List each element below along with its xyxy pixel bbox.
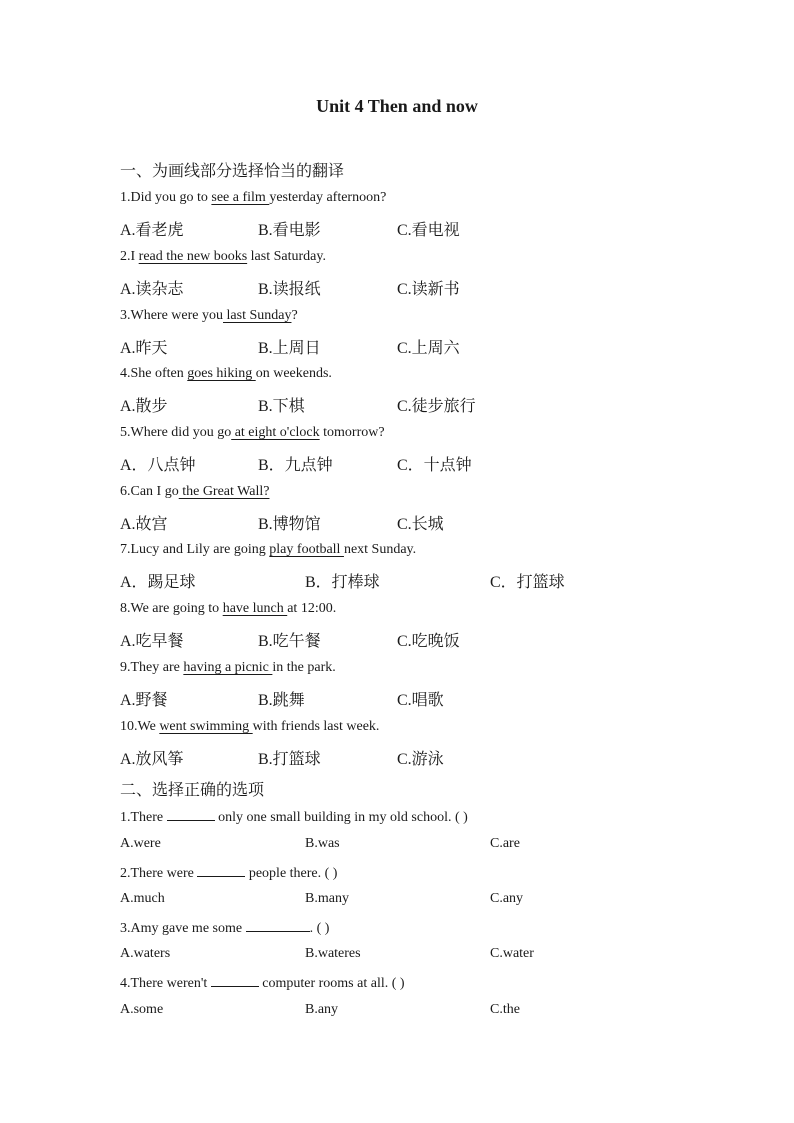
section1-question-1 xyxy=(120,190,386,206)
underlined-phrase: went swimming xyxy=(159,719,253,734)
question-text: 2.I xyxy=(120,249,139,264)
section1-question-10 xyxy=(120,719,379,735)
option-a[interactable]: A.吃早餐 xyxy=(120,633,184,650)
section2-question-1 xyxy=(120,808,468,826)
page-title: Unit 4 Then and now xyxy=(316,96,478,116)
option-a[interactable]: A．踢足球 xyxy=(120,574,196,591)
option-b[interactable]: B.打篮球 xyxy=(258,751,321,768)
question-text-end: last Saturday. xyxy=(247,249,326,264)
underlined-phrase: have lunch xyxy=(222,601,288,616)
section1-question-2 xyxy=(120,249,326,265)
section2-question-2 xyxy=(120,864,337,882)
question-text: 4.There weren't xyxy=(120,976,211,991)
section2-heading: 二、选择正确的选项 xyxy=(120,782,265,799)
section2-question-4 xyxy=(120,974,405,992)
answer-blank[interactable] xyxy=(197,864,245,877)
option-a[interactable]: A.野餐 xyxy=(120,692,168,709)
option-b[interactable]: B.was xyxy=(305,836,340,851)
question-text-end: people there. ( ) xyxy=(245,866,338,881)
option-c[interactable]: C.are xyxy=(490,836,520,851)
option-a[interactable]: A.were xyxy=(120,836,161,851)
underlined-phrase: last Sunday xyxy=(223,308,292,323)
option-c[interactable]: C．打篮球 xyxy=(490,574,565,591)
question-text: 7.Lucy and Lily are going xyxy=(120,542,270,557)
option-c[interactable]: C.徒步旅行 xyxy=(397,398,476,415)
question-text: 4.She often xyxy=(120,366,188,381)
option-a[interactable]: A.看老虎 xyxy=(120,222,184,239)
option-c[interactable]: C.长城 xyxy=(397,516,444,533)
option-c[interactable]: C.读新书 xyxy=(397,281,460,298)
option-b[interactable]: B．九点钟 xyxy=(258,457,333,474)
answer-blank[interactable] xyxy=(167,808,215,821)
question-text-end: with friends last week. xyxy=(252,719,380,734)
underlined-phrase: play football xyxy=(269,542,344,557)
section1-question-9 xyxy=(120,660,336,676)
underlined-phrase: read the new books xyxy=(138,249,248,264)
section2-question-3 xyxy=(120,919,329,937)
question-text-end: computer rooms at all. ( ) xyxy=(258,976,405,991)
question-text-end: ? xyxy=(291,308,298,323)
question-text-end: . ( ) xyxy=(309,921,330,936)
question-text-end: yesterday afternoon? xyxy=(269,190,387,205)
option-c[interactable]: C.上周六 xyxy=(397,340,460,357)
option-c[interactable]: C.游泳 xyxy=(397,751,444,768)
question-text-end: tomorrow? xyxy=(319,425,385,440)
section1-question-7 xyxy=(120,542,416,558)
answer-blank[interactable] xyxy=(211,974,259,987)
question-text-end: in the park. xyxy=(272,660,336,675)
section1-question-3 xyxy=(120,308,298,324)
underlined-phrase: at eight o'clock xyxy=(231,425,320,440)
option-c[interactable]: C.any xyxy=(490,891,524,906)
underlined-phrase: goes hiking xyxy=(187,366,256,381)
option-b[interactable]: B.上周日 xyxy=(258,340,321,357)
section1-question-4 xyxy=(120,366,332,382)
option-b[interactable]: B.吃午餐 xyxy=(258,633,321,650)
option-a[interactable]: A.waters xyxy=(120,946,171,961)
option-b[interactable]: B．打棒球 xyxy=(305,574,380,591)
question-text: 9.They are xyxy=(120,660,184,675)
option-b[interactable]: B.读报纸 xyxy=(258,281,321,298)
section1-question-5 xyxy=(120,425,385,441)
section1-question-8 xyxy=(120,601,336,617)
option-b[interactable]: B.下棋 xyxy=(258,398,305,415)
option-a[interactable]: A.some xyxy=(120,1002,164,1017)
option-c[interactable]: C.看电视 xyxy=(397,222,460,239)
question-text-end: at 12:00. xyxy=(287,601,337,616)
question-text: 6.Can I go xyxy=(120,484,179,499)
option-a[interactable]: A.much xyxy=(120,891,165,906)
option-b[interactable]: B.博物馆 xyxy=(258,516,321,533)
option-c[interactable]: C.water xyxy=(490,946,534,961)
option-c[interactable]: C．十点钟 xyxy=(397,457,472,474)
option-b[interactable]: B.看电影 xyxy=(258,222,321,239)
option-c[interactable]: C.唱歌 xyxy=(397,692,444,709)
section1-question-6 xyxy=(120,484,269,500)
option-a[interactable]: A.故宫 xyxy=(120,516,168,533)
option-b[interactable]: B.many xyxy=(305,891,349,906)
option-a[interactable]: A．八点钟 xyxy=(120,457,196,474)
option-c[interactable]: C.the xyxy=(490,1002,520,1017)
question-text: 5.Where did you go xyxy=(120,425,232,440)
question-text: 3.Where were you xyxy=(120,308,224,323)
option-c[interactable]: C.吃晚饭 xyxy=(397,633,460,650)
option-a[interactable]: A.读杂志 xyxy=(120,281,184,298)
question-text: 2.There were xyxy=(120,866,198,881)
option-b[interactable]: B.wateres xyxy=(305,946,361,961)
answer-blank[interactable] xyxy=(246,919,310,932)
question-text-end: next Sunday. xyxy=(343,542,417,557)
question-text: 3.Amy gave me some xyxy=(120,921,246,936)
question-text: 1.There xyxy=(120,810,167,825)
underlined-phrase: see a film xyxy=(211,190,270,205)
option-b[interactable]: B.any xyxy=(305,1002,339,1017)
question-text: 1.Did you go to xyxy=(120,190,212,205)
underlined-phrase: having a picnic xyxy=(183,660,273,675)
option-a[interactable]: A.昨天 xyxy=(120,340,168,357)
option-b[interactable]: B.跳舞 xyxy=(258,692,305,709)
option-a[interactable]: A.散步 xyxy=(120,398,168,415)
underlined-phrase: the Great Wall? xyxy=(178,484,270,499)
section1-heading: 一、为画线部分选择恰当的翻译 xyxy=(120,163,345,180)
question-text: 10.We xyxy=(120,719,160,734)
question-text: 8.We are going to xyxy=(120,601,223,616)
option-a[interactable]: A.放风筝 xyxy=(120,751,184,768)
question-text-end: only one small building in my old school. ( ) xyxy=(214,810,468,825)
question-text-end: on weekends. xyxy=(255,366,332,381)
